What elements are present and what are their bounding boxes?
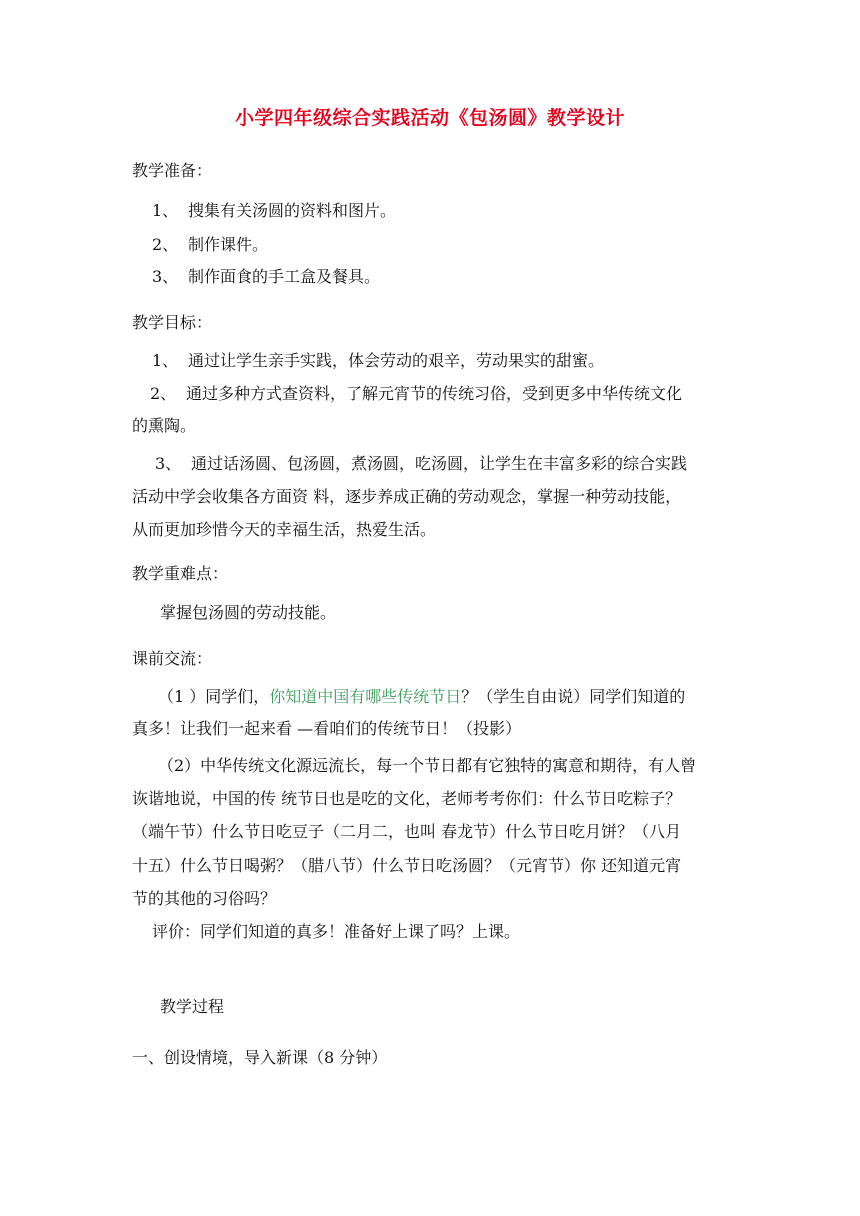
goal-1-num: 1、 [152, 351, 179, 370]
pre-p1-prefix: （1 ）同学们， [158, 687, 270, 706]
prep-item-1 [152, 200, 396, 222]
goal-3-line-1 [155, 453, 687, 475]
pre-p1-highlight: 你知道中国有哪些传统节日 [269, 687, 462, 706]
pre-p1-suffix: ？（学生自由说）同学们知道的 [461, 687, 686, 706]
key-text: 掌握包汤圆的劳动技能。 [160, 603, 337, 622]
pre-p2-line-4: 十五）什么节日喝粥？（腊八节）什么节日吃汤圆？（元宵节）你 还知道元宵 [132, 856, 682, 875]
pre-p2-line-5: 节的其他的习俗吗？ [132, 889, 277, 908]
goal-2-num: 2、 [150, 384, 177, 403]
pre-p2-line-2: 诙谐地说，中国的传 统节日也是吃的文化，老师考考你们：什么节日吃粽子？ [132, 789, 682, 808]
document-title: 小学四年级综合实践活动《包汤圆》教学设计 [234, 107, 625, 129]
process-heading: 教学过程 [160, 997, 225, 1016]
goals-heading: 教学目标： [132, 313, 213, 332]
pre-p2-line-1: （2）中华传统文化源远流长，每一个节日都有它独特的寓意和期待，有人曾 [158, 756, 697, 775]
pre-p2-line-3: （端午节）什么节日吃豆子（二月二，也叫 春龙节）什么节日吃月饼？（八月 [132, 822, 682, 841]
goal-2-text-1: 通过多种方式查资料，了解元宵节的传统习俗，受到更多中华传统文化 [186, 384, 683, 403]
prep-item-1-num: 1、 [152, 201, 179, 220]
goal-1 [152, 350, 604, 372]
pre-p1-line-2: 真多！让我们一起来看 —看咱们的传统节日！（投影） [132, 719, 522, 738]
key-heading: 教学重难点： [132, 564, 229, 583]
prep-item-3 [152, 266, 380, 288]
goal-1-text: 通过让学生亲手实践，体会劳动的艰辛，劳动果实的甜蜜。 [188, 351, 605, 370]
pre-p1-line-1 [158, 686, 685, 708]
goal-3-num: 3、 [155, 454, 182, 473]
process-section-1: 一、创设情境，导入新课（8 分钟） [132, 1048, 388, 1067]
goal-2-line-2: 的熏陶。 [132, 416, 197, 435]
goal-3-text-1: 通过话汤圆、包汤圆，煮汤圆，吃汤圆，让学生在丰富多彩的综合实践 [191, 454, 688, 473]
prep-item-2 [152, 234, 268, 256]
prep-item-3-text: 制作面食的手工盒及餐具。 [188, 267, 381, 286]
goal-2-line-1 [150, 383, 682, 405]
prep-item-3-num: 3、 [152, 267, 179, 286]
goal-3-line-3: 从而更加珍惜今天的幸福生活，热爱生活。 [132, 520, 437, 539]
prep-heading: 教学准备： [132, 161, 213, 180]
goal-3-line-2: 活动中学会收集各方面资 料，逐步养成正确的劳动观念，掌握一种劳动技能， [132, 487, 682, 506]
pre-heading: 课前交流： [132, 649, 213, 668]
pre-evaluation: 评价：同学们知道的真多！准备好上课了吗？上课。 [152, 922, 521, 941]
prep-item-2-num: 2、 [152, 235, 179, 254]
prep-item-1-text: 搜集有关汤圆的资料和图片。 [188, 201, 397, 220]
prep-item-2-text: 制作课件。 [188, 235, 269, 254]
